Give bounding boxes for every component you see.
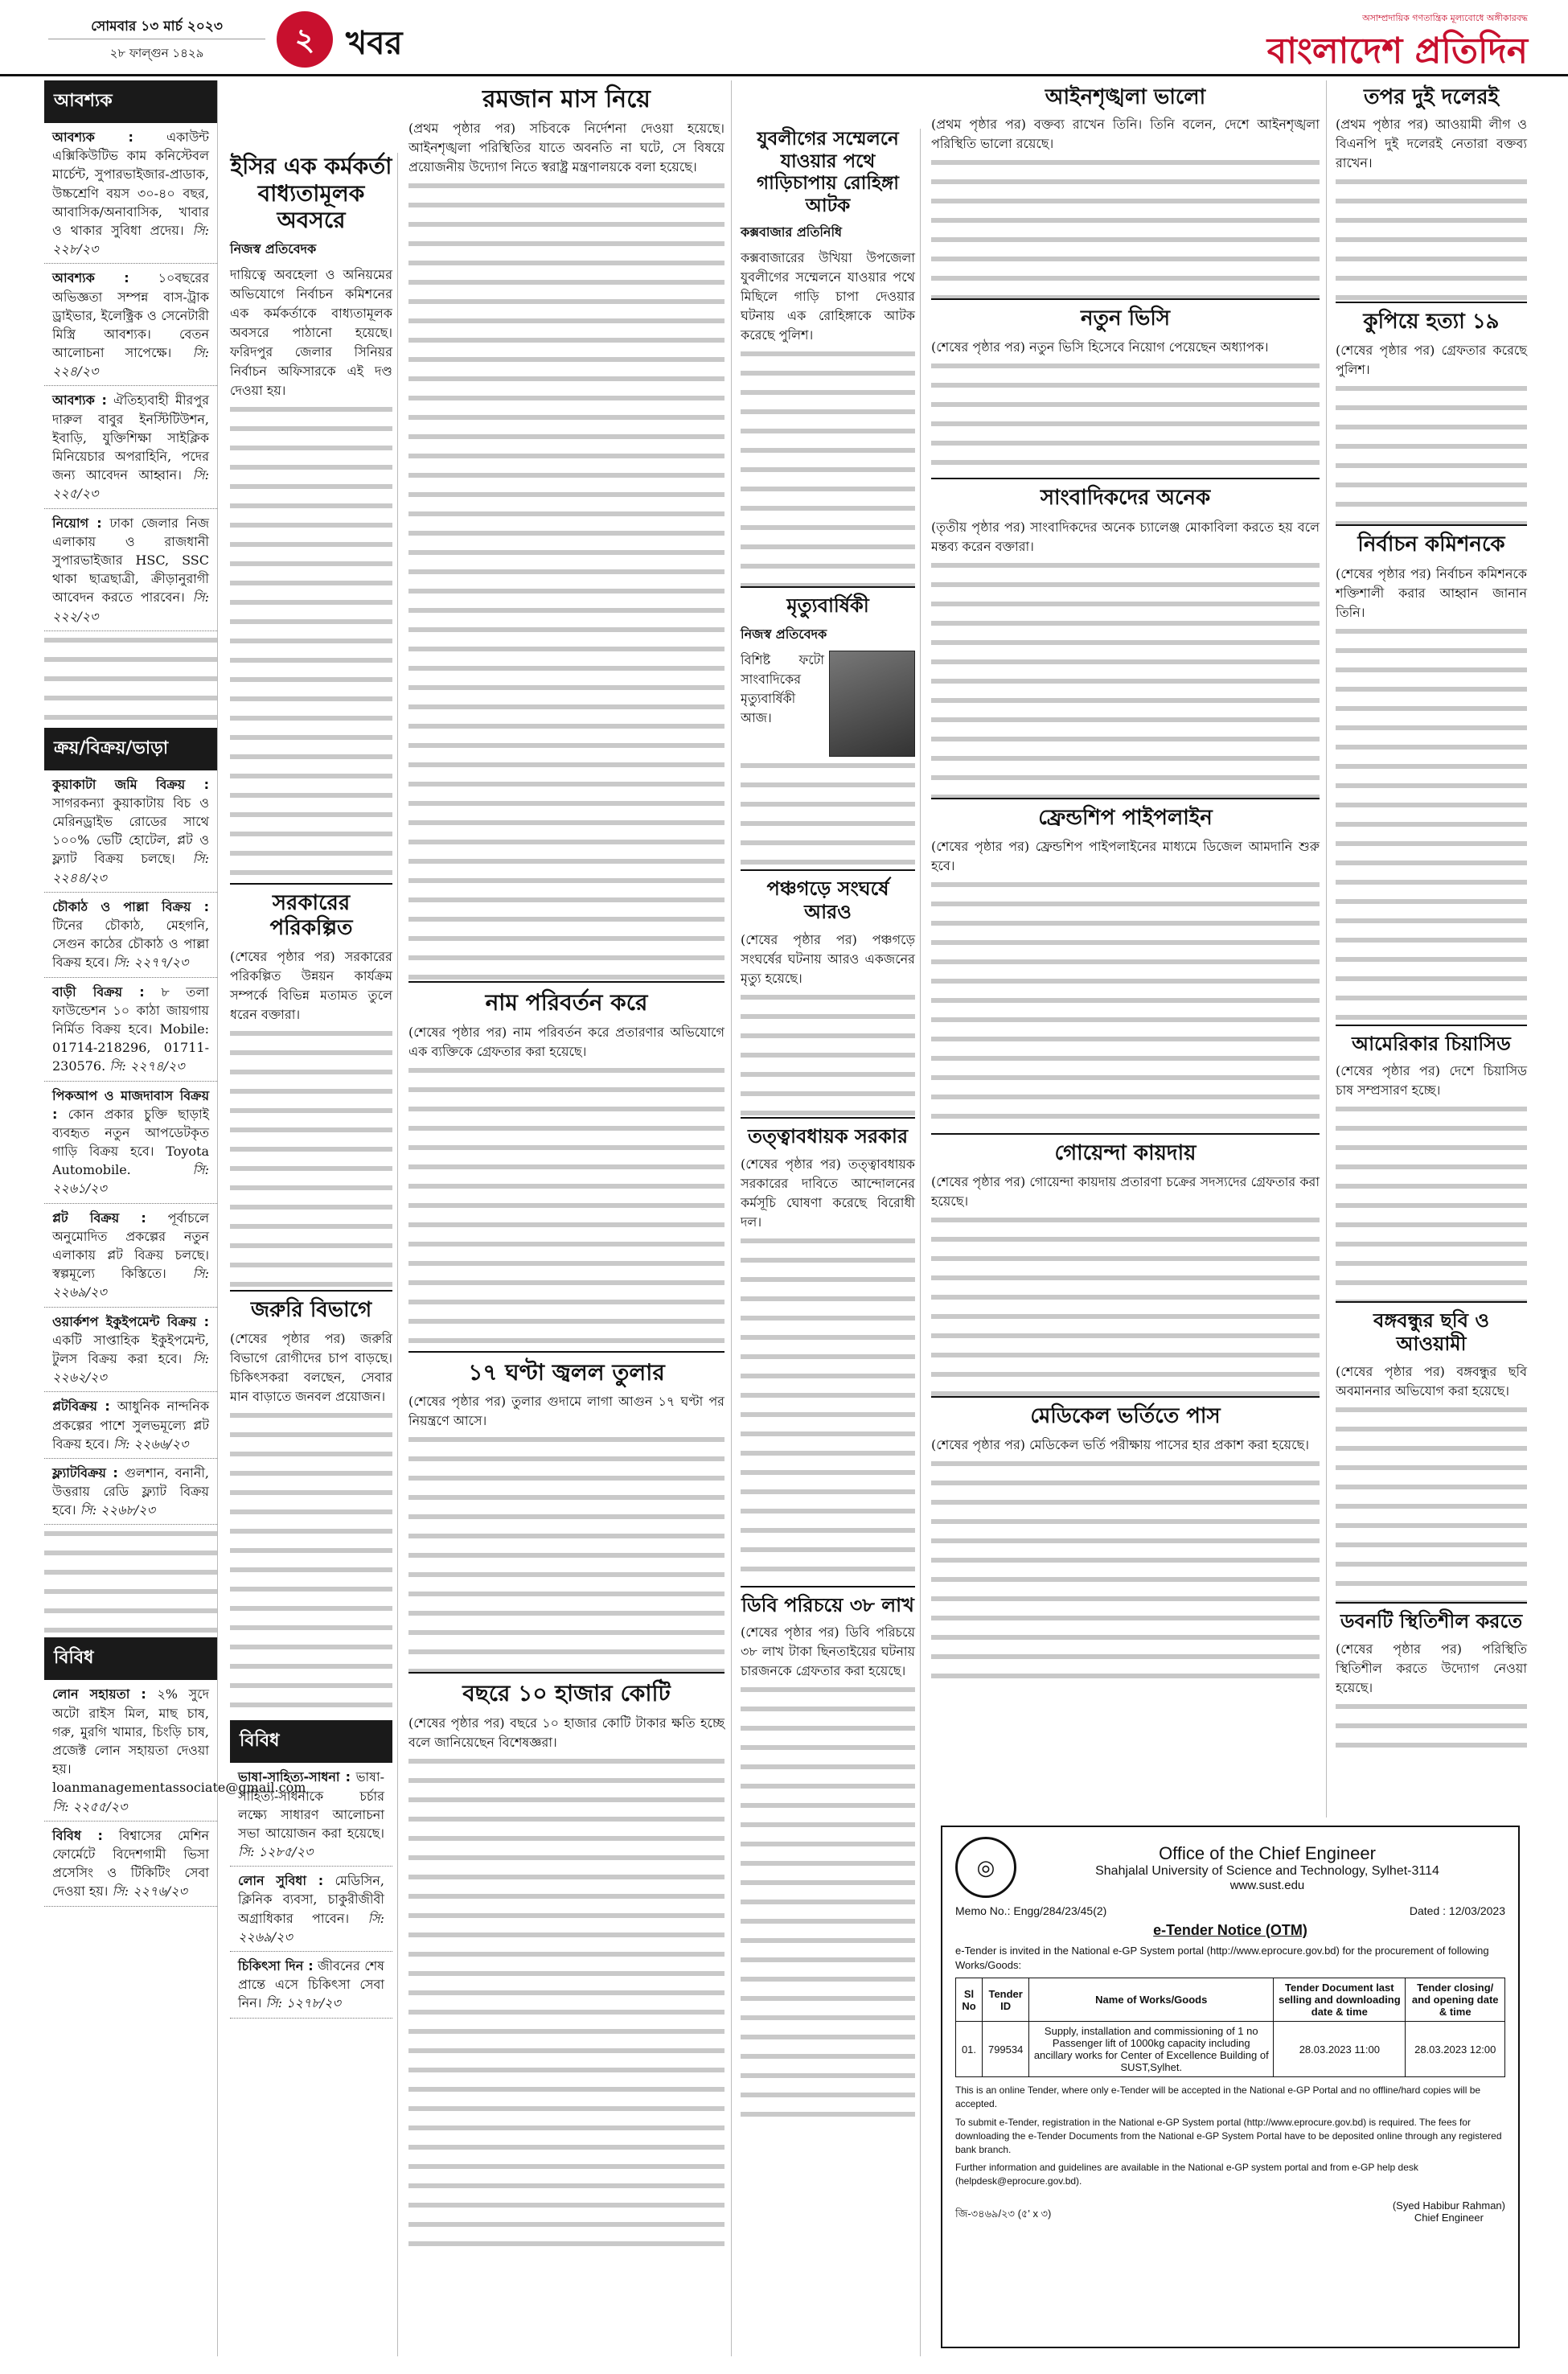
- classified-item: [44, 1822, 217, 1907]
- classified-label: ভাষা-সাহিত্য-সাধনা :: [238, 1769, 351, 1785]
- classified-text: একটি সাপ্তাহিক ইকুইপমেন্ট, টুলস বিক্রয় করা হবে।: [52, 1332, 209, 1366]
- article-text-filler: [408, 177, 724, 981]
- classified-label: চৌকাঠ ও পাল্লা বিক্রয় :: [52, 898, 209, 914]
- column-2: [225, 153, 398, 2356]
- divider: [931, 298, 1320, 300]
- classified-ref: সি: ১২৭৮/২৩: [265, 1995, 341, 2011]
- article-headline: বঙ্গবন্ধুর ছবি ও আওয়ামী: [1373, 1309, 1489, 1356]
- divider: [1336, 524, 1527, 526]
- article-headline: ইসির এক কর্মকর্তা বাধ্যতামূলক অবসরে: [230, 153, 392, 234]
- article-text-filler: [230, 400, 392, 883]
- classified-ref: সি: ২২৮/২৩: [52, 222, 209, 257]
- article-text-filler: [1336, 622, 1527, 1025]
- classified-label: লোন সহায়তা :: [52, 1686, 146, 1702]
- classified-item: [44, 893, 217, 978]
- classified-label: প্লটবিক্রয় :: [52, 1399, 110, 1415]
- divider: [408, 981, 724, 983]
- classified-label: পিকআপ ও মাজদাবাস বিক্রয় :: [52, 1087, 209, 1122]
- classified-ref: সি: ২২৭৪/২৩: [109, 1058, 185, 1074]
- article-body: কক্সবাজারের উখিয়া উপজেলা যুবলীগের সম্মেলনে যাওয়ার পথে মিছিলে গাড়ি চাপা দেওয়ার ঘটনায় এক রোহিঙ্গাকে আটক করেছে পুলিশ।: [741, 250, 915, 343]
- article-headline: নির্বাচন কমিশনকে: [1357, 532, 1505, 557]
- article-text-filler: [1336, 380, 1527, 524]
- article-headline: ফ্রেন্ডশিপ পাইপলাইন: [1038, 805, 1213, 830]
- divider: [931, 478, 1320, 479]
- tender-cell: 28.03.2023 12:00: [1406, 2022, 1505, 2077]
- classified-text: সাগরকন্যা কুয়াকাটায় বিচ ও মেরিনড্রাইভ রোডের সাথে ১০০% ভেটি হোটেল, প্লট ও ফ্ল্যাট বিক্রয় চলছে।: [52, 795, 209, 867]
- classified-filler: [44, 631, 217, 728]
- divider: [741, 1586, 915, 1587]
- section-title: খবর: [346, 25, 403, 62]
- tender-signature: [1393, 2199, 1505, 2224]
- article-body: (শেষের পৃষ্ঠার পর) বঙ্গবন্ধুর ছবি অবমাননার অভিযোগ করা হয়েছে।: [1336, 1363, 1527, 1399]
- tender-cell: 01.: [956, 2022, 983, 2077]
- divider: [408, 1351, 724, 1353]
- classified-ref: সি: ২২৭৭/২৩: [113, 955, 189, 971]
- tender-col-header: Tender closing/ and opening date & time: [1406, 1978, 1505, 2022]
- tender-header: [955, 1837, 1505, 1898]
- column-5: [925, 80, 1327, 1817]
- article-text-filler: [741, 757, 915, 869]
- article-text-filler: [408, 1752, 724, 2251]
- classified-text: জীবনের শেষ প্রান্তে এসে চিকিৎসা সেবা নিন।: [238, 1958, 384, 2011]
- divider: [1336, 1602, 1527, 1604]
- classified-ref: সি: ২২৬৮/২৩: [80, 1502, 155, 1518]
- classified-ref: সি: ২২৬৬/২৩: [113, 1435, 189, 1452]
- tender-table-header: [956, 1978, 1505, 2022]
- tender-office: Office of the Chief Engineer: [1159, 1842, 1376, 1863]
- article-body: (শেষের পৃষ্ঠার পর) পঞ্চগড়ে সংঘর্ষের ঘটনায় আরও একজনের মৃত্যু হয়েছে।: [741, 931, 915, 986]
- article-body: (প্রথম পৃষ্ঠার পর) বক্তব্য রাখেন তিনি। তিনি বলেন, দেশে আইনশৃঙ্খলা পরিস্থিতি ভালো রয়েছে।: [931, 117, 1320, 152]
- classified-filler: [44, 1525, 217, 1637]
- article-text-filler: [230, 1025, 392, 1290]
- classified-label: লোন সুবিধা :: [238, 1873, 324, 1889]
- classified-item: [44, 978, 217, 1082]
- article-text-filler: [931, 876, 1320, 1133]
- article-byline: কক্সবাজার প্রতিনিধি: [741, 224, 843, 240]
- tender-title: e-Tender Notice (OTM): [1153, 1922, 1307, 1938]
- article-text-filler: [1336, 1401, 1527, 1602]
- tender-col-header: Tender ID: [982, 1978, 1028, 2022]
- tender-signature-row: [955, 2199, 1505, 2224]
- article-headline: জরুরি বিভাগে: [250, 1298, 372, 1323]
- article-body: (শেষের পৃষ্ঠার পর) ডিবি পরিচয়ে ৩৮ লাখ টাকা ছিনতাইয়ের ঘটনায় চারজনকে গ্রেফতার করা হয়েছে।: [741, 1624, 915, 1679]
- obituary-block: [741, 651, 915, 757]
- divider: [741, 869, 915, 871]
- divider: [931, 1133, 1320, 1135]
- tender-signer: (Syed Habibur Rahman): [1392, 2199, 1505, 2212]
- article-body: (শেষের পৃষ্ঠার পর) মেডিকেল ভর্তি পরীক্ষায় পাসের হার প্রকাশ করা হয়েছে।: [931, 1437, 1309, 1453]
- tender-university: Shahjalal University of Science and Technology, Sylhet-3114: [1095, 1863, 1439, 1878]
- date-line: সোমবার ১৩ মার্চ ২০২৩: [48, 14, 265, 39]
- classified-text: পূর্বাচলে অনুমোদিত প্রকল্পের নতুন এলাকায় প্লট বিক্রয় চলছে। স্বল্পমূল্যে কিস্তিতে।: [52, 1210, 209, 1282]
- article-body: (শেষের পৃষ্ঠার পর) নির্বাচন কমিশনকে শক্তিশালী করার আহ্বান জানান তিনি।: [1336, 565, 1527, 620]
- article-body: (শেষের পৃষ্ঠার পর) জরুরি বিভাগে রোগীদের চাপ বাড়ছে। চিকিৎসকরা বলছেন, সেবার মান বাড়াতে জনবল প্রয়োজন।: [230, 1331, 392, 1405]
- classified-item: [44, 386, 217, 508]
- date-line-bangla: ২৮ ফাল্গুন ১৪২৯: [109, 46, 204, 60]
- article-text-filler: [1336, 1698, 1527, 1762]
- article-text-filler: [741, 1681, 915, 2131]
- tender-website[interactable]: www.sust.edu: [1229, 1878, 1305, 1892]
- classified-ref: সি: ২২৬২/২৩: [52, 1350, 209, 1386]
- tender-cell: Supply, installation and commissioning of 1 no Passenger lift of 1000kg capacity including ancillary works for Center of Excellence Building of SUST,Sylhet.: [1029, 2022, 1274, 2077]
- article-text-filler: [741, 1232, 915, 1586]
- classified-label: নিয়োগ :: [52, 515, 102, 531]
- divider: [230, 1290, 392, 1292]
- classified-ref: সি: ২২৬৯/২৩: [238, 1910, 384, 1945]
- divider: [230, 883, 392, 885]
- article-body: (শেষের পৃষ্ঠার পর) নাম পরিবর্তন করে প্রতারণার অভিযোগে এক ব্যক্তিকে গ্রেফতার করা হয়েছে।: [408, 1024, 724, 1059]
- classified-label: বিবিধ :: [52, 1827, 103, 1843]
- article-body: (প্রথম পৃষ্ঠার পর) আওয়ামী লীগ ও বিএনপি দুই দলেরই নেতারা বক্তব্য রাখেন।: [1336, 117, 1527, 171]
- classified-text: ৮ তলা ফাউন্ডেশন ১০ কাঠা জায়গায় নির্মিত বিক্রয় হবে। Mobile: 01714-218296, 01711-230576.: [52, 984, 210, 1074]
- article-headline: ডিবি পরিচয়ে ৩৮ লাখ: [741, 1593, 914, 1616]
- classified-item: [44, 1082, 217, 1204]
- tender-code: জি-৩৪৬৯/২৩ (৫' x ৩): [955, 2207, 1052, 2220]
- classified-item: [44, 1459, 217, 1526]
- column-6: [1331, 80, 1532, 1817]
- classified-label: বাড়ী বিক্রয় :: [52, 984, 145, 1000]
- university-seal-icon: ◎: [955, 1837, 1016, 1898]
- classified-item: [44, 1392, 217, 1459]
- article-body: (শেষের পৃষ্ঠার পর) গোয়েন্দা কায়দায় প্রতারণা চক্রের সদস্যদের গ্রেফতার করা হয়েছে।: [931, 1173, 1320, 1209]
- classified-ref: সি: ২২৪৪/২৩: [52, 851, 209, 885]
- misc-head: বিবিধ: [44, 1637, 217, 1680]
- tender-memo: Memo No.: Engg/284/23/45(2): [955, 1904, 1107, 1917]
- classified-item: [44, 509, 217, 631]
- tender-memo-row: [955, 1904, 1505, 1917]
- divider: [741, 586, 915, 588]
- article-headline: কুপিয়ে হত্যা ১৯: [1363, 310, 1500, 335]
- article-text-filler: [931, 557, 1320, 798]
- tender-notice: [941, 1826, 1520, 2348]
- classified-text: বিশ্বাসের মেশিন ফোর্মেটে বিদেশগামী ভিসা প্রসেসিং ও টিকিটিং সেবা দেওয়া হয়।: [52, 1827, 209, 1900]
- classified-text: ২% সুদে অটো রাইস মিল, মাছ চাষ, গরু, মুরগি খামার, চিংড়ি চাষ, প্রজেক্ট লোন সহায়তা দেওয়া হয়। loanmanagementassociate@gmail.com: [52, 1686, 306, 1796]
- classified-item: [44, 264, 217, 386]
- classified-text: ঐতিহ্যবাহী মীরপুর দারুল বাবুর ইনস্টিটিউশন, ইবাড়ি, যুক্তিশিক্ষা সাইক্লিক মিনিয়েচার অপরাহিনি, পদের জন্য আবেদন আহ্বান।: [52, 392, 210, 483]
- newspaper-logo: বাংলাদেশ প্রতিদিন: [1266, 31, 1528, 72]
- classified-ref: সি: ২২৬১/২৩: [52, 1162, 209, 1197]
- article-body: (তৃতীয় পৃষ্ঠার পর) সাংবাদিকদের অনেক চ্যালেঞ্জ মোকাবিলা করতে হয় বলে মন্তব্য করেন বক্তারা।: [931, 519, 1320, 554]
- tender-dated: Dated : 12/03/2023: [1409, 1904, 1505, 1917]
- header-rule: [0, 74, 1568, 76]
- classified-item: [44, 770, 217, 893]
- classified-label: ওয়ার্কশপ ইকুইপমেন্ট বিক্রয় :: [52, 1313, 209, 1329]
- article-headline: তত্ত্বাবধায়ক সরকার: [747, 1124, 909, 1148]
- tender-table: [955, 1978, 1505, 2077]
- tender-cell: 799534: [982, 2022, 1028, 2077]
- article-body: (শেষের পৃষ্ঠার পর) সরকারের পরিকল্পিত উন্নয়ন কার্যক্রম সম্পর্কে বিভিন্ন মতামত তুলে ধরেন বক্তারা।: [230, 949, 392, 1023]
- divider: [931, 1396, 1320, 1398]
- classified-item: [230, 1867, 392, 1952]
- classified-text: গুলশান, বনানী, উত্তরায় রেডি ফ্ল্যাট বিক্রয় হবে।: [52, 1464, 209, 1518]
- classified-item: [230, 1763, 392, 1867]
- classified-item: [230, 1952, 392, 2019]
- tender-office-block: [1029, 1843, 1505, 1892]
- obituary-text: বিশিষ্ট ফটো সাংবাদিকের মৃত্যুবার্ষিকী আজ।: [741, 652, 824, 726]
- misc-box-head: বিবিধ: [230, 1720, 392, 1763]
- classified-text: ঢাকা জেলার নিজ এলাকায় ও রাজধানী সুপারভাইজার HSC, SSC থাকা ছাত্রছাত্রী, ক্রীড়ানুরাগী আবেদন করতে পারবেন।: [52, 515, 210, 606]
- tender-signer-title: Chief Engineer: [1414, 2211, 1484, 2224]
- obituary-byline: নিজস্ব প্রতিবেদক: [741, 626, 827, 643]
- classified-ref: সি: ২২৬৯/২৩: [52, 1266, 209, 1300]
- article-text-filler: [931, 1211, 1320, 1396]
- article-text-filler: [408, 1431, 724, 1672]
- article-headline: আমেরিকার চিয়াসিড: [1352, 1032, 1511, 1055]
- article-text-filler: [408, 1062, 724, 1351]
- classified-ref: সি: ২২৫/২৩: [52, 467, 209, 502]
- classified-label: প্লট বিক্রয় :: [52, 1210, 146, 1226]
- tender-footer-3: Further information and guidelines are available in the National e-GP system portal and from e-GP help desk (helpdesk@eprocure.gov.bd).: [955, 2162, 1418, 2187]
- article-byline: নিজস্ব প্রতিবেদক: [230, 240, 317, 257]
- article-body: (শেষের পৃষ্ঠার পর) নতুন ভিসি হিসেবে নিয়োগ পেয়েছেন অধ্যাপক।: [931, 339, 1269, 355]
- classified-ref: সি: ২২২/২৩: [52, 589, 209, 624]
- classified-ref: সি: ২২৫৫/২৩: [52, 1798, 128, 1814]
- classified-item: [44, 123, 217, 264]
- article-text-filler: [1336, 173, 1527, 302]
- classified-label: চিকিৎসা দিন :: [238, 1958, 314, 1974]
- divider: [741, 1117, 915, 1119]
- article-headline: মেডিকেল ভর্তিতে পাস: [1030, 1403, 1221, 1428]
- article-headline: নাম পরিবর্তন করে: [485, 989, 648, 1016]
- article-headline: যুবলীগের সম্মেলনে যাওয়ার পথে গাড়িচাপায় রোহিঙ্গা আটক: [757, 129, 899, 216]
- classifieds-head: আবশ্যক: [44, 80, 217, 123]
- article-headline: গোয়েন্দা কায়দায়: [1054, 1140, 1197, 1165]
- article-headline: পঞ্চগড়ে সংঘর্ষে আরও: [766, 877, 889, 923]
- table-row: [956, 2022, 1505, 2077]
- divider: [408, 1672, 724, 1674]
- article-headline: ১৭ ঘণ্টা জ্বলল তুলার: [468, 1358, 665, 1386]
- article-body: (শেষের পৃষ্ঠার পর) পরিস্থিতি স্থিতিশীল করতে উদ্যোগ নেওয়া হয়েছে।: [1336, 1641, 1527, 1695]
- classified-label: ফ্ল্যাটবিক্রয় :: [52, 1464, 118, 1481]
- obituary-photo: [829, 651, 915, 757]
- article-text-filler: [741, 988, 915, 1117]
- article-text-filler: [1336, 1100, 1527, 1301]
- article-body: (শেষের পৃষ্ঠার পর) তত্ত্বাবধায়ক সরকারের দাবিতে আন্দোলনের কর্মসূচি ঘোষণা করেছে বিরোধী দল।: [741, 1156, 915, 1230]
- column-3: [402, 80, 732, 2356]
- article-headline: ডবনটি স্থিতিশীল করতে: [1340, 1609, 1523, 1633]
- classified-text: আধুনিক নান্দনিক প্রকল্পের পাশে সুলভমূল্যে প্লট বিক্রয় হবে।: [52, 1399, 210, 1452]
- classified-text: ভাষা-সাহিত্য-সাধনাকে চর্চার লক্ষ্যে সাধারণ আলোচনা সভা আয়োজন করা হয়েছে।: [238, 1769, 384, 1841]
- article-headline: সরকারের পরিকল্পিত: [269, 890, 353, 940]
- classified-item: [44, 1204, 217, 1308]
- article-text-filler: [931, 357, 1320, 478]
- classified-ref: সি: ২২৭৬/২৩: [112, 1883, 187, 1900]
- classified-ref: সি: ২২৪/২৩: [52, 345, 209, 380]
- article-headline: রমজান মাস নিয়ে: [482, 85, 651, 113]
- article-headline: তপর দুই দলেরই: [1363, 85, 1500, 109]
- classified-ref: সি: ১২৮৫/২৩: [238, 1844, 314, 1860]
- divider: [1336, 1025, 1527, 1026]
- classified-item: [44, 1308, 217, 1393]
- divider: [1336, 302, 1527, 303]
- tender-footer-1: This is an online Tender, where only e-Tender will be accepted in the National e-GP Portal and no offline/hard copies will be accepted.: [955, 2084, 1481, 2110]
- column-4: [736, 129, 921, 2356]
- buy-sell-head: ক্রয়/বিক্রয়/ভাড়া: [44, 728, 217, 770]
- tender-cell: 28.03.2023 11:00: [1274, 2022, 1406, 2077]
- logo-tagline: অসাম্প্রদায়িক গণতান্ত্রিক মূল্যবোধে অঙ্গীকারবদ্ধ: [1362, 13, 1528, 23]
- article-body: (শেষের পৃষ্ঠার পর) ফ্রেন্ডশিপ পাইপলাইনের মাধ্যমে ডিজেল আমদানি শুরু হবে।: [931, 838, 1320, 873]
- article-body: (প্রথম পৃষ্ঠার পর) সচিবকে নির্দেশনা দেওয়া হয়েছে। আইনশৃঙ্খলা পরিস্থিতির যাতে অবনতি না ঘটে, সে বিষয়ে প্রয়োজনীয় উদ্যোগ নিতে স্বরাষ্ট্র মন্ত্রণালয়কে বলা হয়েছে।: [408, 121, 724, 175]
- article-text-filler: [741, 345, 915, 586]
- tender-col-header: Tender Document last selling and downloading date & time: [1274, 1978, 1406, 2022]
- classified-text: মেডিসিন, ক্লিনিক ব্যবসা, চাকুরীজীবী অগ্রাধিকার পাবেন।: [238, 1873, 384, 1926]
- classified-text: ১০বছরের অভিজ্ঞতা সম্পন্ন বাস-ট্রাক ড্রাইভার, ইলেক্ট্রিক ও সেনেটারী মিস্ত্রি আবশ্যক। বেতন আলোচনা সাপেক্ষে।: [52, 270, 209, 361]
- classified-label: আবশ্যক :: [52, 392, 107, 409]
- article-headline: বছরে ১০ হাজার কোটি: [462, 1680, 671, 1707]
- classified-text: টিনের চৌকাঠ, মেহগনি, সেগুন কাঠের চৌকাঠ ও পাল্লা বিক্রয় হবে।: [52, 918, 209, 971]
- tender-intro: e-Tender is invited in the National e-GP System portal (http://www.eprocure.gov.bd) for the procurement of following Works/Goods:: [955, 1945, 1489, 1972]
- obituary-headline: মৃত্যুবার্ষিকী: [786, 594, 869, 618]
- article-body: (শেষের পৃষ্ঠার পর) তুলার গুদামে লাগা আগুন ১৭ ঘণ্টা পর নিয়ন্ত্রণে আসে।: [408, 1394, 724, 1429]
- article-headline: সাংবাদিকদের অনেক: [1040, 486, 1211, 511]
- divider: [931, 798, 1320, 799]
- article-body: (শেষের পৃষ্ঠার পর) দেশে চিয়াসিড চাষ সম্প্রসারণ হচ্ছে।: [1336, 1063, 1527, 1099]
- article-text-filler: [931, 154, 1320, 298]
- classified-label: আবশ্যক :: [52, 129, 133, 145]
- page-number: ২: [277, 11, 333, 68]
- article-body: দায়িত্বে অবহেলা ও অনিয়মের অভিযোগে নির্বাচন কমিশনের এক কর্মকর্তাকে বাধ্যতামূলক অবসরে পাঠানো হয়েছে। ফরিদপুর জেলার সিনিয়র নির্বাচন অফিসারকে এই দণ্ড দেওয়া হয়।: [230, 266, 392, 398]
- article-text-filler: [230, 1407, 392, 1712]
- article-body: (শেষের পৃষ্ঠার পর) গ্রেফতার করেছে পুলিশ।: [1336, 343, 1527, 378]
- article-headline: আইনশৃঙ্খলা ভালো: [1045, 85, 1206, 109]
- tender-col-header: Sl No: [956, 1978, 983, 2022]
- classified-text: কোন প্রকার চুক্তি ছাড়াই ব্যবহৃত নতুন আপডেটকৃত গাড়ি বিক্রয় হবে। Toyota Automobile.: [52, 1106, 209, 1178]
- tender-col-header: Name of Works/Goods: [1029, 1978, 1274, 2022]
- classified-text: একাউন্ট এক্সিকিউটিভ কাম কনিস্টেবল মার্চেন্ট, সুপারভাইজার-প্রাডাক, উচ্চশ্রেণি বয়স ৩০-৪০ বছর, আবাসিক/অনাবাসিক, খাবার ও থাকার সুবিধা প্রদেয়।: [52, 129, 209, 238]
- classified-label: আবশ্যক :: [52, 270, 129, 286]
- classified-label: কুয়াকাটা জমি বিক্রয় :: [52, 776, 209, 792]
- article-text-filler: [931, 1455, 1320, 1680]
- divider: [1336, 1301, 1527, 1303]
- article-body: (শেষের পৃষ্ঠার পর) বছরে ১০ হাজার কোটি টাকার ক্ষতি হচ্ছে বলে জানিয়েছেন বিশেষজ্ঞরা।: [408, 1715, 724, 1750]
- tender-footer-2: To submit e-Tender, registration in the National e-GP System portal (http://www.eprocure.gov.bd) is required. The fees for downloading the e-Tender Documents from the National e-GP System Portal have to be deposited online through any registered bank branch.: [955, 2116, 1502, 2155]
- article-headline: নতুন ভিসি: [1080, 306, 1171, 331]
